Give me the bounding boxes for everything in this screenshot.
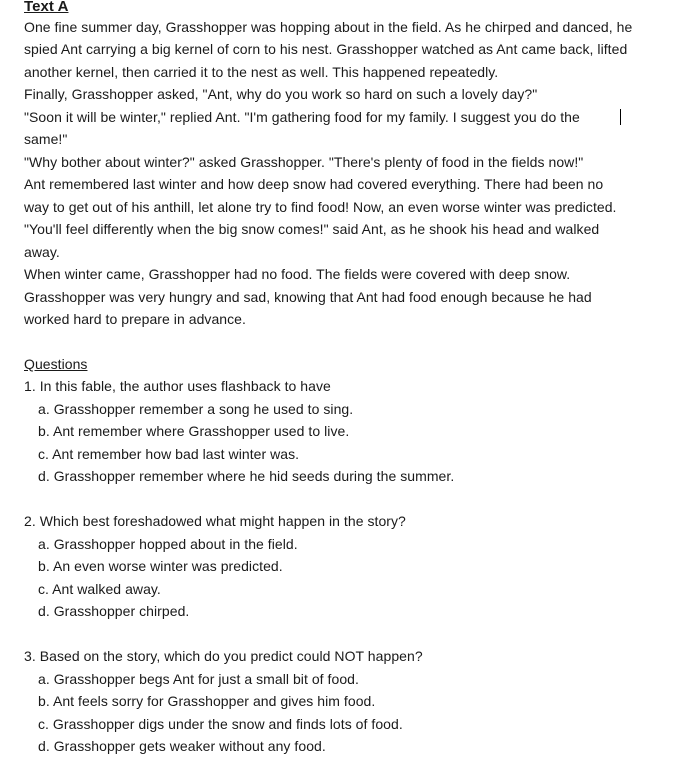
questions-heading: Questions — [24, 356, 88, 372]
question-prompt: 2. Which best foreshadowed what might happen in the story? — [24, 513, 406, 529]
answer-option: d. Grasshopper remember where he hid seeds during the summer. — [38, 468, 455, 484]
story-line: Grasshopper was very hungry and sad, knowing that Ant had food enough because he had — [24, 289, 592, 305]
answer-option: c. Ant remember how bad last winter was. — [38, 446, 300, 462]
story-line: When winter came, Grasshopper had no food. The fields were covered with deep snow. — [24, 266, 571, 282]
story-line: "Soon it will be winter," replied Ant. "I'm gathering food for my family. I suggest you do the — [24, 109, 580, 125]
story-line: same!" — [24, 131, 68, 147]
answer-option: c. Grasshopper digs under the snow and finds lots of food. — [38, 716, 403, 732]
story-line: "You'll feel differently when the big snow comes!" said Ant, as he shook his head and walked — [24, 221, 600, 237]
story-line: spied Ant carrying a big kernel of corn to his nest. Grasshopper watched as Ant came back, lifted — [24, 41, 628, 57]
document-title: Text A — [24, 0, 69, 15]
story-line: One fine summer day, Grasshopper was hopping about in the field. As he chirped and danced, he — [24, 19, 633, 35]
story-line: "Why bother about winter?" asked Grasshopper. "There's plenty of food in the fields now!" — [24, 154, 584, 170]
story-line: away. — [24, 244, 60, 260]
answer-option: b. An even worse winter was predicted. — [38, 558, 283, 574]
answer-option: b. Ant feels sorry for Grasshopper and gives him food. — [38, 693, 376, 709]
story-line: another kernel, then carried it to the nest as well. This happened repeatedly. — [24, 64, 499, 80]
question-prompt: 1. In this fable, the author uses flashback to have — [24, 378, 331, 394]
story-line: worked hard to prepare in advance. — [24, 311, 246, 327]
answer-option: a. Grasshopper remember a song he used to sing. — [38, 401, 354, 417]
question-prompt: 3. Based on the story, which do you predict could NOT happen? — [24, 648, 423, 664]
story-line: way to get out of his anthill, let alone try to find food! Now, an even worse winter was predicted. — [24, 199, 617, 215]
text-cursor — [620, 109, 621, 125]
story-line: Ant remembered last winter and how deep snow had covered everything. There had been no — [24, 176, 604, 192]
answer-option: d. Grasshopper gets weaker without any food. — [38, 738, 326, 754]
story-line: Finally, Grasshopper asked, "Ant, why do you work so hard on such a lovely day?" — [24, 86, 538, 102]
answer-option: a. Grasshopper hopped about in the field. — [38, 536, 298, 552]
answer-option: b. Ant remember where Grasshopper used to live. — [38, 423, 350, 439]
answer-option: d. Grasshopper chirped. — [38, 603, 190, 619]
answer-option: c. Ant walked away. — [38, 581, 161, 597]
answer-option: a. Grasshopper begs Ant for just a small bit of food. — [38, 671, 359, 687]
